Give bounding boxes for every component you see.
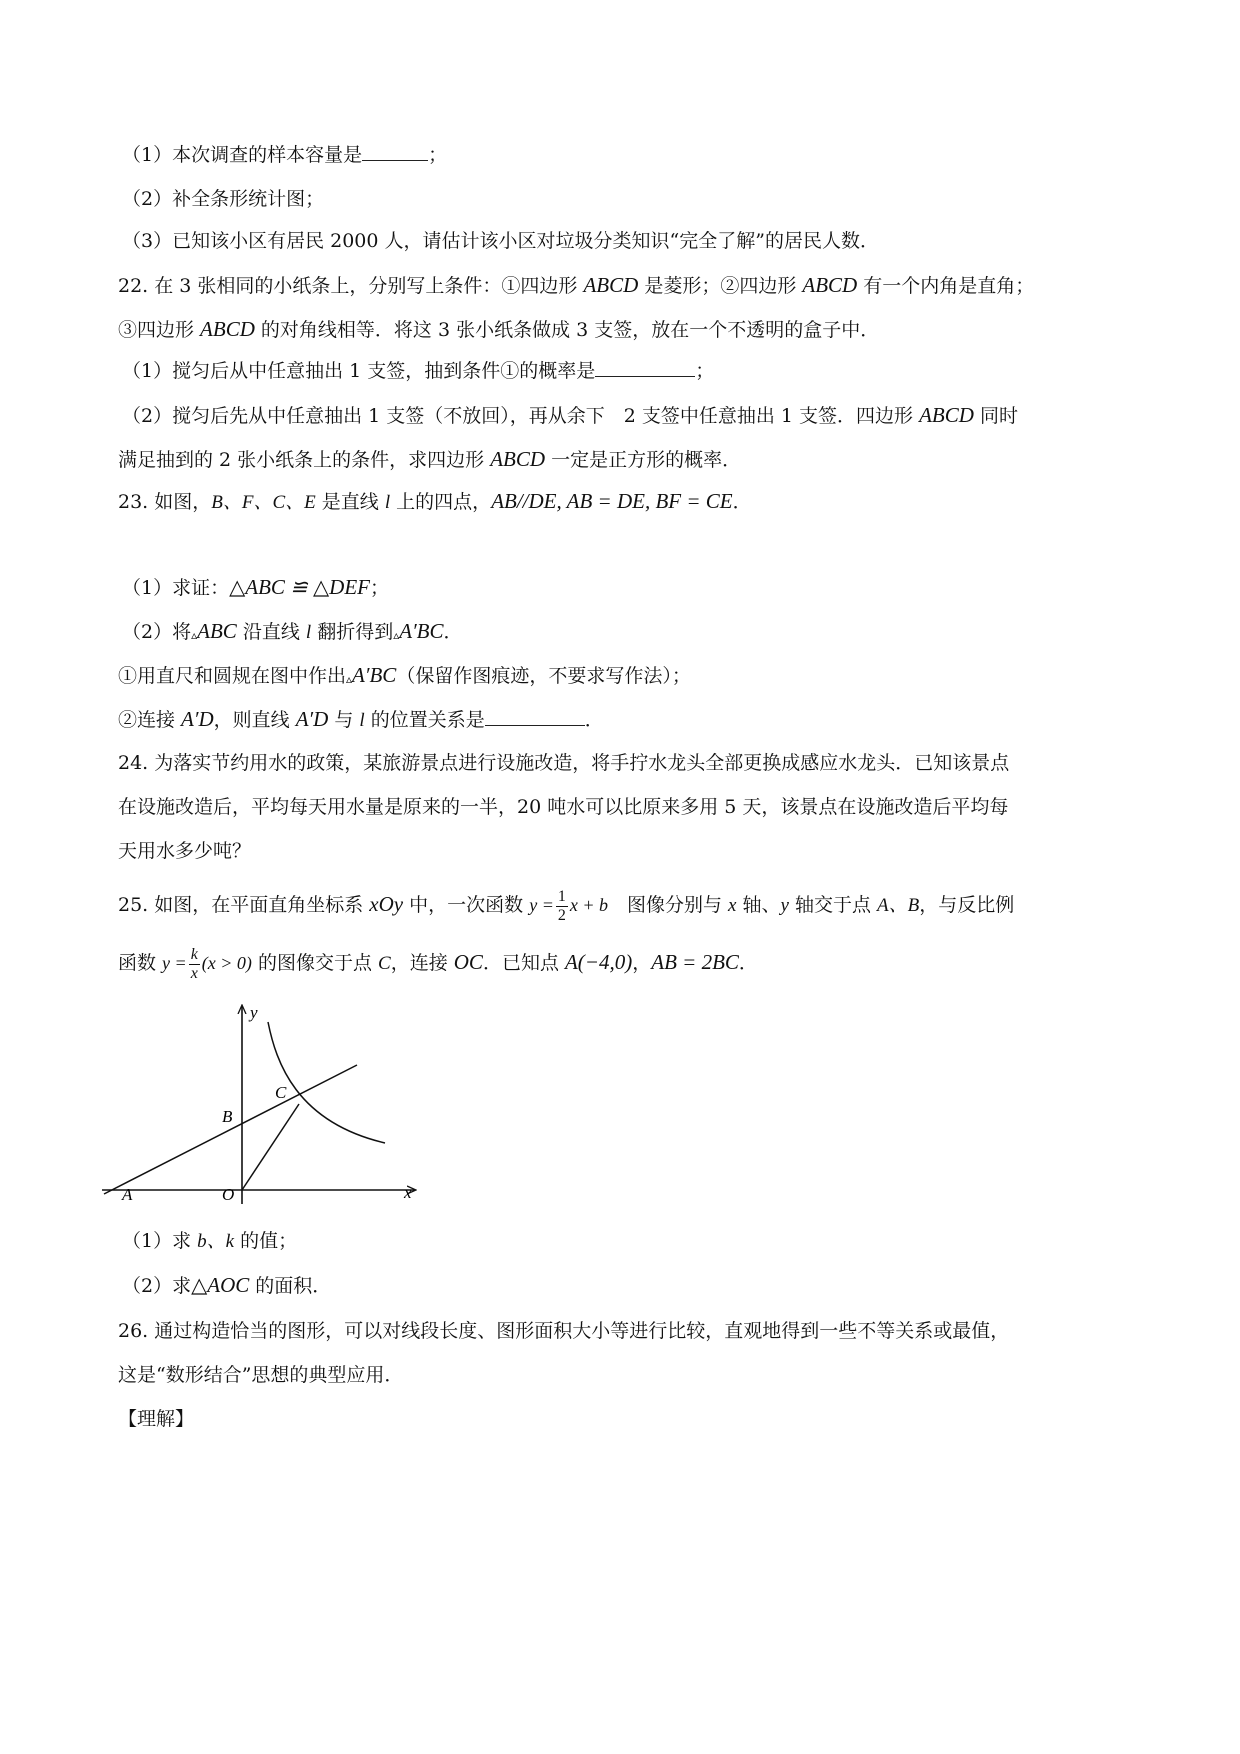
q21-answer-blank[interactable]: [362, 142, 428, 161]
q21-part1: [122, 142, 447, 168]
math-a-prime-d: A′D: [295, 707, 329, 731]
q23-text: 是直线: [315, 491, 385, 513]
q21-part1-text: （1）本次调查的样本容量是: [122, 144, 363, 166]
math-a-prime-bc: A′BC: [399, 619, 444, 643]
q23-text: （1）求证：: [122, 577, 230, 599]
q25-part1: [122, 1228, 297, 1255]
q23-text: ，则直线: [213, 709, 296, 731]
q23-text: （2）将: [122, 621, 192, 643]
math-x-plus-b: x + b: [569, 895, 608, 915]
q23-text: ．: [732, 491, 752, 513]
segment-oc: [242, 1104, 299, 1190]
math-line-l: l: [384, 492, 391, 513]
q24-line2: 在设施改造后，平均每天用水量是原来的一半，20 吨水可以比原来多用 5 天，该景点在设施改造后平均每: [118, 796, 1009, 818]
math-c: C: [378, 953, 391, 974]
math-xoy: xOy: [369, 892, 404, 916]
point-a-label: A: [122, 1185, 133, 1204]
q25-text: 中，一次函数: [403, 894, 530, 916]
q25-text: 轴交于点: [788, 894, 878, 916]
fraction-one-half: [556, 888, 568, 925]
q21-part1-end: ；: [428, 144, 448, 166]
point-b-label: B: [222, 1107, 233, 1126]
q23-text: 的位置关系是: [364, 709, 485, 731]
q22-text: 满足抽到的 2 张小纸条上的条件，求四边形: [118, 449, 491, 471]
q25-text: 轴、: [736, 894, 781, 916]
math-conditions: AB//DE, AB = DE, BF = CE: [491, 489, 733, 513]
q22-text: 有一个内角是直角；: [857, 275, 1035, 297]
q25-text: ，与反比例: [919, 894, 1015, 916]
q25-text: ，: [632, 952, 652, 974]
fraction-numerator: 1: [557, 887, 566, 905]
q22-part1-end: ；: [695, 360, 715, 382]
q25-text: ．已知点: [482, 952, 565, 974]
q22-part2-line2: [118, 446, 741, 473]
q25-line1: [118, 884, 1014, 926]
q21-part2: （2）补全条形统计图；: [122, 188, 325, 210]
q23-text: 23. 如图，: [118, 491, 212, 513]
q22-answer-blank[interactable]: [595, 358, 695, 377]
math-abcd: ABCD: [490, 447, 546, 471]
fraction-numerator: k: [190, 945, 198, 963]
q24-line1: 24. 为落实节约用水的政策，某旅游景点进行设施改造，将手拧水龙头全部更换成感应水龙头．已知该景点: [118, 752, 1010, 774]
math-point-a: A(−4,0): [564, 950, 633, 974]
q23-text: ②连接: [118, 709, 182, 731]
q22-text: ③四边形: [118, 319, 201, 341]
q23-text: 与: [328, 709, 360, 731]
q25-text: （2）求: [122, 1275, 192, 1297]
q22-text: （2）搅匀后先从中任意抽出 1 支签（不放回），再从余下 2 支签中任意抽出 1 支签．四边形: [122, 405, 920, 427]
q21-part3: （3）已知该小区有居民 2000 人，请估计该小区对垃圾分类知识“完全了解”的居民人数．: [122, 230, 879, 252]
math-ab-2bc: AB = 2BC: [651, 950, 739, 974]
q23-text: ．: [443, 621, 463, 643]
math-x: x: [728, 895, 737, 916]
q23-text: ①用直尺和圆规在图中作出: [118, 665, 347, 687]
math-a-prime-d: A′D: [181, 707, 214, 731]
math-triangle-aoc: △AOC: [191, 1273, 250, 1297]
q26-line1: 26. 通过构造恰当的图形，可以对线段长度、图形面积大小等进行比较，直观地得到一些不等关系或最值，: [118, 1320, 1010, 1342]
q25-part2: [122, 1272, 331, 1299]
q22-line2: [118, 316, 879, 343]
q25-text: 函数: [118, 952, 163, 974]
q22-part2-line1: [122, 402, 1018, 429]
q22-text: 是菱形；②四边形: [638, 275, 803, 297]
math-y-eq: y =: [529, 895, 554, 915]
q22-text: 一定是正方形的概率．: [545, 449, 742, 471]
q23-part2: [122, 618, 463, 648]
math-abcd: ABCD: [802, 273, 858, 297]
q25-text: 的面积．: [249, 1275, 332, 1297]
q26-line2: 这是“数形结合”思想的典型应用．: [118, 1364, 404, 1386]
linear-function-line: [104, 1065, 357, 1194]
q22-text: 22. 在 3 张相同的小纸条上，分别写上条件：①四边形: [118, 275, 584, 297]
math-ab-points: A、B: [877, 895, 920, 916]
q22-part1-text: （1）搅匀后从中任意抽出 1 支签，抽到条件①的概率是: [122, 360, 596, 382]
fraction-denominator: x: [190, 964, 198, 982]
math-points: B、F、C、E: [211, 492, 316, 513]
math-a-prime-bc: A′BC: [352, 663, 397, 687]
q23-line1: [118, 488, 752, 516]
math-y: y: [780, 895, 789, 916]
y-axis-label: y: [250, 1003, 258, 1022]
q23-text: 沿直线: [236, 621, 306, 643]
q25-text: ，连接: [390, 952, 454, 974]
q25-text: ．: [738, 952, 758, 974]
origin-label: O: [222, 1185, 235, 1204]
point-c-label: C: [275, 1083, 287, 1102]
q23-step2: [118, 706, 604, 734]
math-abc: ABC: [197, 619, 237, 643]
q22-line1: [118, 272, 1034, 299]
q25-text: （1）求: [122, 1230, 198, 1252]
q23-text: 上的四点，: [390, 491, 492, 513]
triangle-icon: ▵: [393, 628, 400, 642]
math-b-k: b、k: [197, 1231, 235, 1252]
math-line-l: l: [359, 710, 365, 731]
math-abcd: ABCD: [919, 403, 974, 427]
math-abcd: ABCD: [583, 273, 639, 297]
q22-text: 同时: [973, 405, 1018, 427]
q23-part1: [122, 574, 389, 601]
fraction-k-over-x: [189, 946, 200, 983]
q23-step1: [118, 662, 691, 692]
q24-line3: 天用水多少吨？: [118, 840, 252, 862]
math-abcd: ABCD: [200, 317, 255, 341]
q23-text: 翻折得到: [311, 621, 394, 643]
q25-coordinate-figure: [100, 1000, 470, 1220]
fraction-denominator: 2: [557, 906, 566, 924]
q25-text: 的值；: [234, 1230, 298, 1252]
q23-text: （保留作图痕迹，不要求写作法）；: [396, 665, 691, 687]
q25-text: 的图像交于点: [251, 952, 379, 974]
math-y-eq: y =: [162, 953, 187, 973]
q25-text: 图像分别与: [607, 894, 729, 916]
q25-line2: [118, 942, 758, 984]
q23-answer-blank[interactable]: [485, 707, 585, 726]
q25-text: 25. 如图，在平面直角坐标系: [118, 894, 370, 916]
q23-text: ；: [369, 577, 389, 599]
triangle-icon: ▵: [346, 672, 353, 686]
math-line-l: l: [305, 622, 312, 643]
q22-part1: [122, 358, 714, 384]
q22-text: 的对角线相等．将这 3 张小纸条做成 3 支签，放在一个不透明的盒子中．: [254, 319, 880, 341]
math-oc: OC: [453, 950, 483, 974]
triangle-icon: ▵: [191, 628, 198, 642]
q23-text: ．: [584, 709, 604, 731]
math-congruent: △ABC ≌ △DEF: [229, 575, 370, 599]
q26-section-heading: 【理解】: [118, 1408, 195, 1430]
math-domain: (x > 0): [201, 953, 252, 973]
x-axis-label: x: [404, 1183, 412, 1202]
